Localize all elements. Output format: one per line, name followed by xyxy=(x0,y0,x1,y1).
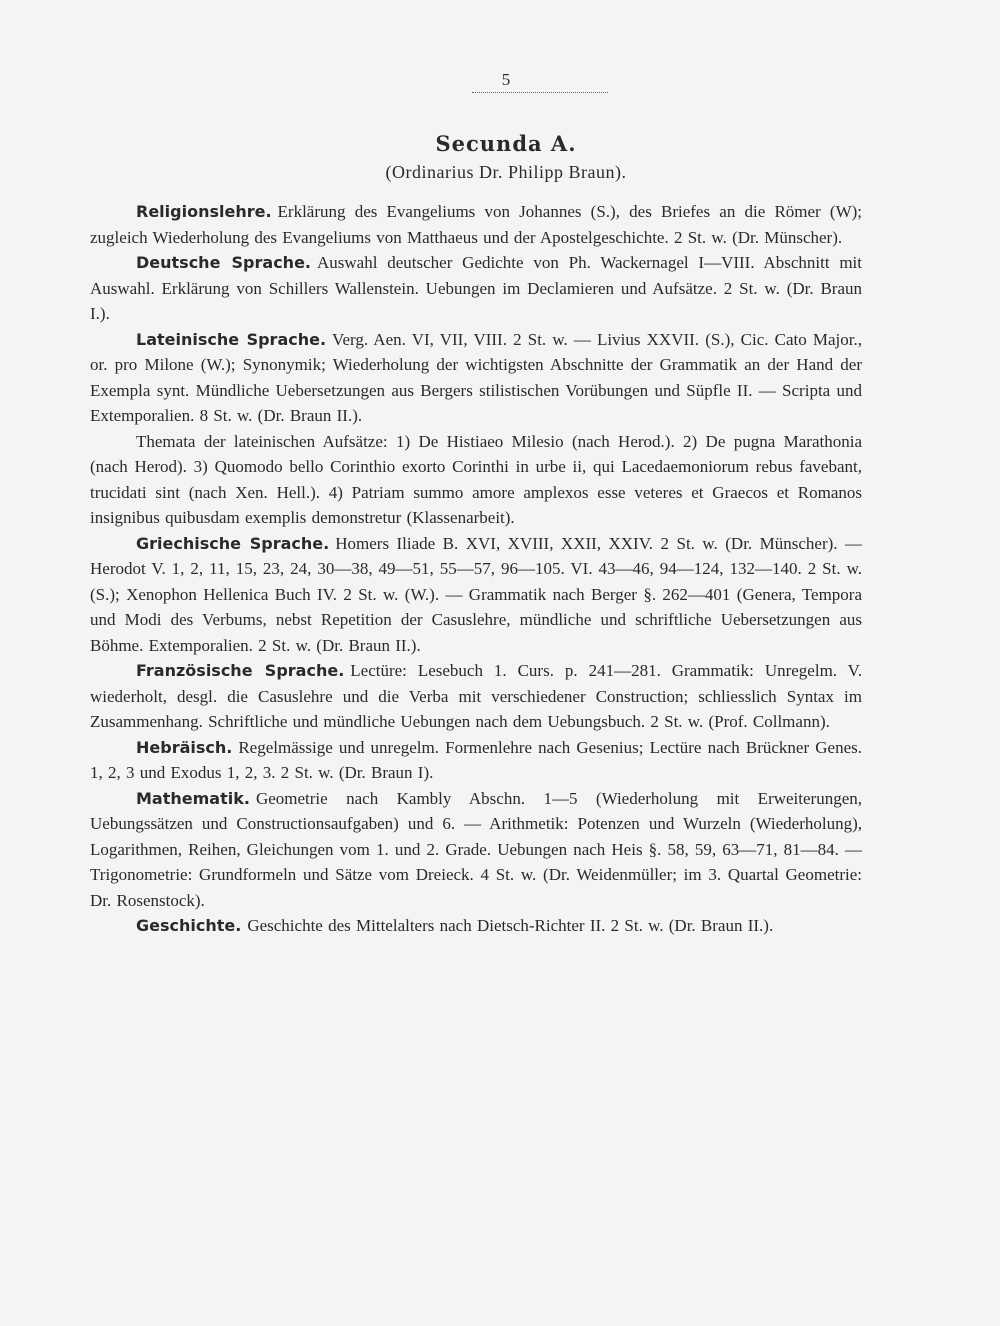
section-subtitle: (Ordinarius Dr. Philipp Braun). xyxy=(385,162,627,182)
subject-heading: Geschichte. xyxy=(136,916,242,935)
paragraph-text: Homers Iliade B. XVI, XVIII, XXII, XXIV. 2 St. w. (Dr. Münscher). — Herodot V. 1, 2, 11, 15, 23, 24, 30—38, 49—51, 55—57, 96—105. VI. 43—46, 94—124, 132—140. 2 St. w. (S.); Xenophon Hellenica Buch IV. 2 St. w. (W.). — Grammatik nach Berger §. 262—401 (Genera, Tempora und Modi des Verbums, nebst Repetition der Casuslehre, mündliche und schriftliche Uebersetzungen aus Böhme. Extemporalien. 2 St. w. (Dr. Braun II.). xyxy=(90,533,862,655)
paragraph-deutsche-sprache xyxy=(90,250,862,327)
subject-heading: Griechische Sprache. xyxy=(136,533,330,553)
paragraph-text: Auswahl deutscher Gedichte von Ph. Wackernagel I—VIII. Abschnitt mit Auswahl. Erklärung von Schillers Wallenstein. Uebungen im Declamieren und Aufsätze. 2 St. w. (Dr. Braun I.). xyxy=(90,253,862,323)
subject-heading: Mathematik. xyxy=(136,788,250,808)
paragraph-religionslehre xyxy=(90,199,862,250)
paragraph-text: Regelmässige und unregelm. Formenlehre nach Gesenius; Lectüre nach Brückner Genes. 1, 2, 3 und Exodus 1, 2, 3. 2 St. w. (Dr. Braun I). xyxy=(90,737,862,782)
subject-heading: Deutsche Sprache. xyxy=(136,253,312,272)
paragraph-text: Themata der lateinischen Aufsätze: 1) De Histiaeo Milesio (nach Herod.). 2) De pugna Marathonia (nach Herod). 3) Quomodo bello Corinthio exorto Corinthi in urbe ii, qui Lacedaemoniorum rebus favebant, trucidati sint (nach Xen. Hell.). 4) Patriam summo amore amplexos esse veteres et Graecos et Romanos insignibus quibusdam exemplis demonstretur (Klassenarbeit). xyxy=(90,431,862,527)
subject-heading: Lateinische Sprache. xyxy=(136,329,327,349)
paragraph-text: Lectüre: Lesebuch 1. Curs. p. 241—281. Grammatik: Unregelm. V. wiederholt, desgl. die Casuslehre und die Verba mit verschiedener Construction; schliesslich Syntax im Zusammenhang. Schriftliche und mündliche Uebungen nach dem Uebungsbuch. 2 St. w. (Prof. Collmann). xyxy=(90,661,863,731)
page-number-rule xyxy=(472,92,608,93)
subject-heading: Hebräisch. xyxy=(136,737,233,757)
subject-heading: Religionslehre. xyxy=(136,202,272,221)
paragraph-franzoesische-sprache xyxy=(90,658,862,735)
section-title: Secunda A. xyxy=(435,131,577,156)
paragraph-lateinische-sprache xyxy=(90,327,862,429)
paragraph-griechische-sprache xyxy=(90,531,862,659)
paragraph-mathematik xyxy=(90,786,862,914)
paragraph-themata xyxy=(90,429,862,531)
paragraph-geschichte xyxy=(90,913,862,939)
paragraph-text: Verg. Aen. VI, VII, VIII. 2 St. w. — Livius XXVII. (S.), Cic. Cato Major., or. pro Milone (W.); Synonymik; Wiederholung der wichtigsten Abschnitte der Grammatik an der Hand der Exempla synt. Mündliche Uebersetzungen aus Bergers stilistischen Vorübungen und Süpfle II. — Scripta und Extemporalien. 8 St. w. (Dr. Braun II.). xyxy=(90,329,862,425)
paragraph-hebraeisch xyxy=(90,735,862,786)
subject-heading: Französische Sprache. xyxy=(136,661,345,680)
paragraph-text: Geometrie nach Kambly Abschn. 1—5 (Wiederholung mit Erweiterungen, Uebungssätzen und Constructionsaufgaben) und 6. — Arithmetik: Potenzen und Wurzeln (Wiederholung), Logarithmen, Reihen, Gleichungen vom 1. und 2. Grade. Uebungen nach Heis §. 58, 59, 63—71, 81—84. — Trigonometrie: Grundformeln und Sätze vom Dreieck. 4 St. w. (Dr. Weidenmüller; im 3. Quartal Geometrie: Dr. Rosenstock). xyxy=(90,788,862,910)
paragraph-text: Erklärung des Evangeliums von Johannes (S.), des Briefes an die Römer (W); zugleich Wiederholung des Evangeliums von Matthaeus und der Apostelgeschichte. 2 St. w. (Dr. Münscher). xyxy=(90,202,862,247)
page-number: 5 xyxy=(501,70,511,89)
paragraph-text: Geschichte des Mittelalters nach Dietsch-Richter II. 2 St. w. (Dr. Braun II.). xyxy=(247,916,774,935)
